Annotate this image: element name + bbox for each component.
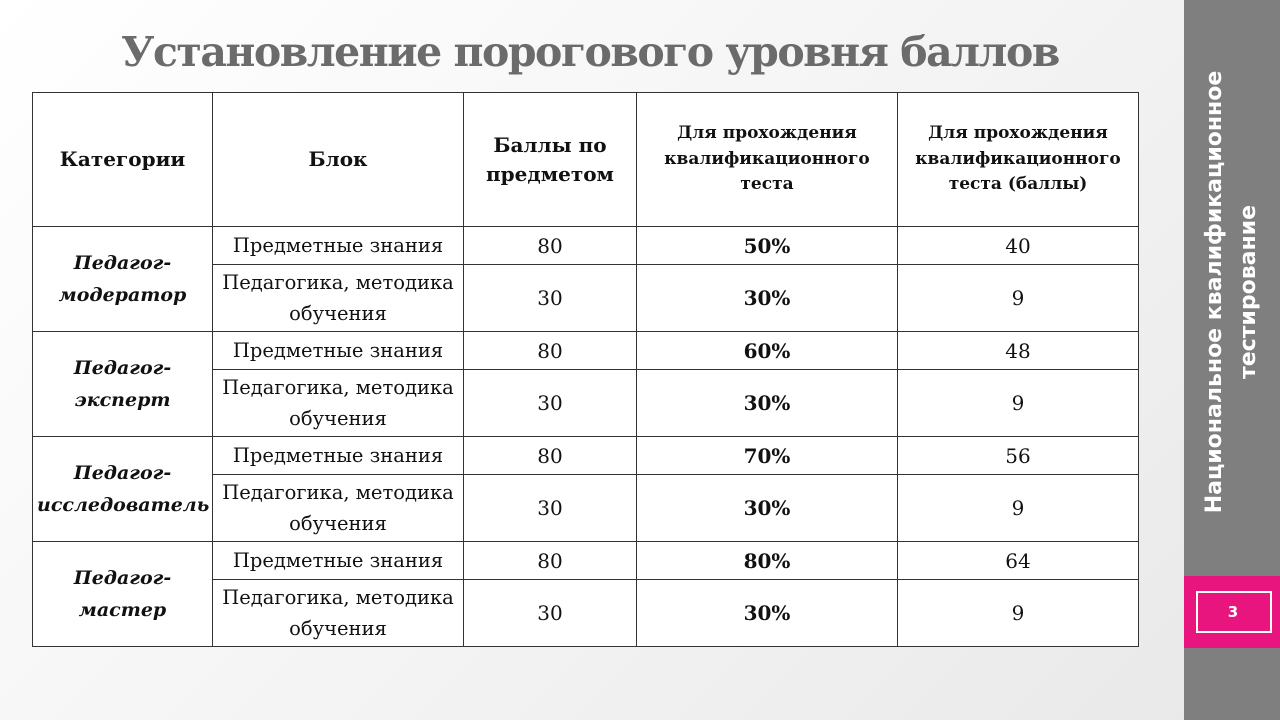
percent-cell: 30% (637, 475, 898, 542)
header-block: Блок (213, 93, 464, 227)
table-row (33, 437, 1139, 475)
percent-cell: 50% (637, 227, 898, 265)
side-title-line1: Национальное квалификационное (1201, 70, 1227, 514)
header-pass-points: Для прохождения квалификационного теста (баллы) (898, 93, 1139, 227)
category-cell: Педагог-исследователь (33, 437, 213, 542)
category-cell: Педагог-эксперт (33, 332, 213, 437)
block-cell: Предметные знания (213, 332, 464, 370)
block-cell: Предметные знания (213, 227, 464, 265)
block-cell: Педагогика, методика обучения (213, 370, 464, 437)
percent-cell: 30% (637, 265, 898, 332)
score-cell: 9 (898, 475, 1139, 542)
slide-title: Установление порогового уровня баллов (121, 28, 1059, 76)
score-cell: 64 (898, 542, 1139, 580)
points-cell: 30 (464, 370, 637, 437)
score-cell: 9 (898, 265, 1139, 332)
table-row (33, 332, 1139, 370)
points-cell: 30 (464, 475, 637, 542)
block-cell: Педагогика, методика обучения (213, 580, 464, 647)
block-cell: Предметные знания (213, 437, 464, 475)
points-cell: 80 (464, 542, 637, 580)
percent-cell: 30% (637, 580, 898, 647)
table-header-row (33, 93, 1139, 227)
points-cell: 30 (464, 265, 637, 332)
table-row (33, 227, 1139, 265)
threshold-score-table (32, 92, 1139, 647)
score-cell: 9 (898, 370, 1139, 437)
score-cell: 40 (898, 227, 1139, 265)
header-subject-points: Баллы по предметом (464, 93, 637, 227)
category-cell: Педагог-мастер (33, 542, 213, 647)
page-number: 3 (1212, 595, 1254, 629)
block-cell: Педагогика, методика обучения (213, 265, 464, 332)
percent-cell: 30% (637, 370, 898, 437)
points-cell: 80 (464, 437, 637, 475)
score-cell: 9 (898, 580, 1139, 647)
score-cell: 56 (898, 437, 1139, 475)
block-cell: Предметные знания (213, 542, 464, 580)
side-title (1198, 32, 1266, 552)
table-row (33, 542, 1139, 580)
side-title-line2: тестирование (1236, 204, 1261, 380)
percent-cell: 70% (637, 437, 898, 475)
points-cell: 80 (464, 227, 637, 265)
category-cell: Педагог-модератор (33, 227, 213, 332)
header-pass-percent: Для прохождения квалификационного теста (637, 93, 898, 227)
percent-cell: 60% (637, 332, 898, 370)
block-cell: Педагогика, методика обучения (213, 475, 464, 542)
points-cell: 80 (464, 332, 637, 370)
percent-cell: 80% (637, 542, 898, 580)
header-categories: Категории (33, 93, 213, 227)
points-cell: 30 (464, 580, 637, 647)
score-cell: 48 (898, 332, 1139, 370)
